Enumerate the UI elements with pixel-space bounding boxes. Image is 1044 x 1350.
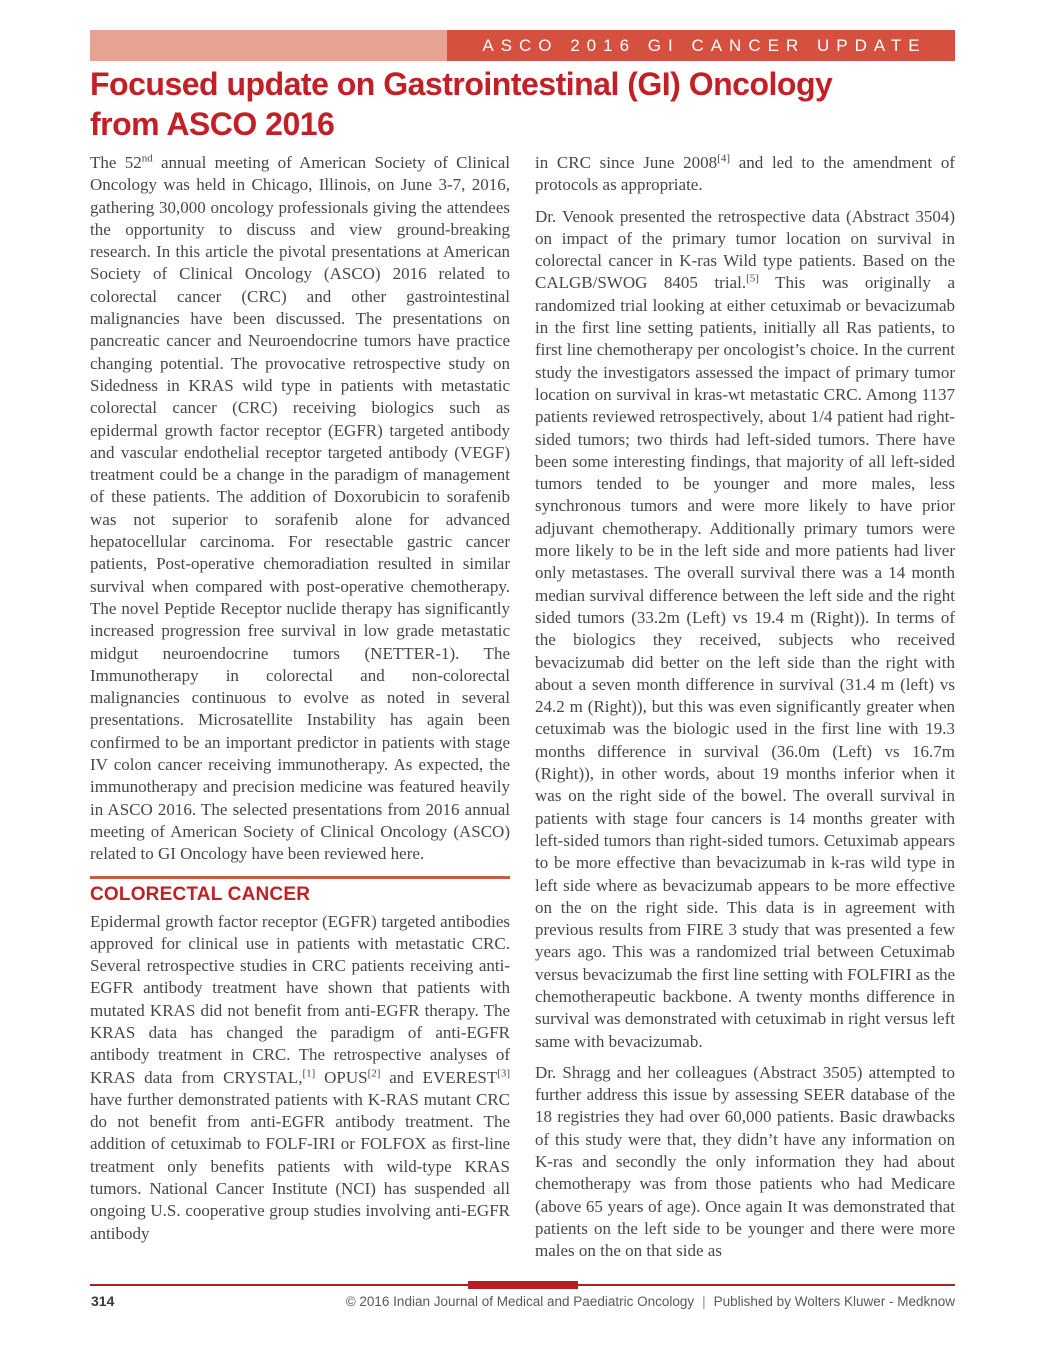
reference-5: [5] xyxy=(746,272,759,285)
article-title-line1: Focused update on Gastrointestinal (GI) Oncology xyxy=(90,66,833,102)
venook-paragraph xyxy=(535,206,955,1053)
category-banner xyxy=(90,30,955,61)
footer-divider: | xyxy=(702,1294,706,1309)
footer-credits xyxy=(346,1294,955,1309)
reference-4: [4] xyxy=(717,152,730,165)
publisher-text: Published by Wolters Kluwer - Medknow xyxy=(713,1294,955,1309)
continuation-text-2: and led to the amendment of protocols as appropriate. xyxy=(535,153,955,195)
article-title xyxy=(90,64,832,144)
continuation-paragraph xyxy=(535,152,955,197)
article-title-line2: from ASCO 2016 xyxy=(90,106,335,142)
column-right xyxy=(535,152,955,1272)
footer-accent-bar xyxy=(468,1281,578,1289)
ordinal-superscript: nd xyxy=(141,152,153,165)
section-rule xyxy=(90,876,510,879)
venook-text-1: Dr. Venook presented the retrospective data (Abstract 3504) on impact of the primary tumor location on survival in colorectal cancer in K-ras Wild type patients. Based on the CALGB/SWOG 8405 trial. xyxy=(535,206,955,293)
intro-paragraph xyxy=(90,152,510,866)
section-heading-colorectal-cancer: COLORECTAL CANCER xyxy=(90,883,311,905)
column-left xyxy=(90,152,510,1272)
intro-text-rest: annual meeting of American Society of Clinical Oncology was held in Chicago, Illinois, on June 3-7, 2016, gathering 30,000 oncology professionals giving the attendees the opportunity to discuss and view ground-breaking research. In this article the pivotal presentations at American Society of Clinical Oncology (ASCO) 2016 related to colorectal cancer (CRC) and other gastrointestinal malignancies have been discussed. The presentations on pancreatic cancer and Neuroendocrine tumors have practice changing potential. The provocative retrospective study on Sidedness in KRAS wild type in patients with metastatic colorectal cancer (CRC) receiving biologics such as epidermal growth factor receptor (EGFR) targeted antibody and vascular endothelial receptor targeted antibody (VEGF) treatment could be a change in the paradigm of management of these patients. The addition of Doxorubicin to sorafenib was not superior to sorafenib alone for advanced hepatocellular carcinoma. For resectable gastric cancer patients, Post-operative chemoradiation resulted in similar survival when compared with post-operative chemotherapy. The novel Peptide Receptor nuclide therapy has significantly increased progression free survival in low grade metastatic midgut neuroendocrine tumors (NETTER-1). The Immunotherapy in colorectal and non-colorectal malignancies continuous to evolve as noted in several presentations. Microsatellite Instability has again been confirmed to be an important predictor in patients with stage IV colon cancer receiving immunotherapy. As expected, the immunotherapy and precision medicine was featured heavily in ASCO 2016. The selected presentations from 2016 annual meeting of American Society of Clinical Oncology (ASCO) related to GI Oncology have been reviewed here. xyxy=(90,153,510,864)
banner-label: ASCO 2016 GI CANCER UPDATE xyxy=(447,30,955,61)
copyright-text: © 2016 Indian Journal of Medical and Paediatric Oncology xyxy=(345,1294,695,1309)
banner-accent-bar xyxy=(90,30,447,61)
article-body xyxy=(90,152,955,1272)
reference-3: [3] xyxy=(497,1066,510,1079)
shragg-paragraph: Dr. Shragg and her colleagues (Abstract 3505) attempted to further address this issue by assessing SEER database of the 18 registries they had over 60,000 patients. Basic drawbacks of this study were that, they didn’t have any information on K-ras and secondly the only information they had about chemotherapy was from those patients who had Medicare (above 65 years of age). Once again It was demonstrated that patients on the left side to be younger and there were more males on the on that side as xyxy=(535,1062,955,1261)
continuation-text-1: in CRC since June 2008 xyxy=(535,153,718,172)
reference-1: [1] xyxy=(302,1066,316,1079)
colorectal-text-2: OPUS xyxy=(315,1067,368,1087)
intro-text-lead: The 52 xyxy=(90,153,142,172)
reference-2: [2] xyxy=(367,1066,381,1079)
venook-text-2: This was originally a randomized trial looking at either cetuximab or bevacizumab in the first line setting patients, initially all Ras patients, to first line chemotherapy per oncologist’s choice. In the current study the investigators assessed the impact of primary tumor location on survival in kras-wt metastatic CRC. Among 1137 patients reviewed retrospectively, about 1/4 patient had right-sided tumors; two thirds had left-sided tumors. There have been some interesting findings, that majority of all left-sided tumors tended to be younger and more males, less synchronous tumors and were more likely to have prior adjuvant chemotherapy. Additionally primary tumors were more likely to be in the left side and more patients had liver only metastases. The overall survival there was a 14 month median survival difference between the left side and the right sided tumors (33.2m (Left) vs 19.4 m (Right)). In terms of the biologics they received, subjects who received bevacizumab did better on the left side than the right with about a seven month difference in survival (31.4 m (left) vs 24.2 m (Right)), but this was even significantly greater when cetuximab was the biologic used in the first line with 19.3 months difference in survival (36.0m (Left) vs 16.7m (Right)), in other words, about 19 months inferior when it was on the right side of the bowel. The overall survival in patients with stage four cancers is 14 months greater with left-sided tumors than right-sided tumors. Cetuximab appears to be more effective than bevacizumab in k-ras wild type in left side where as bevacizumab appears to be more effective on the on the right side. This data is in agreement with previous results from FIRE 3 study that was presented a few years ago. This was a randomized trial between Cetuximab versus bevacizumab the first line setting with FOLFIRI as the chemotherapeutic backbone. A twenty months difference in survival was demonstrated with cetuximab in right versus left same with bevacizumab. xyxy=(535,273,955,1051)
colorectal-paragraph xyxy=(90,911,510,1245)
colorectal-text-3: and EVEREST xyxy=(380,1067,498,1087)
colorectal-text-1: Epidermal growth factor receptor (EGFR) targeted antibodies approved for clinical use in patients with metastatic CRC. Several retrospective studies in CRC patients receiving anti-EGFR antibody treatment have shown that patients with mutated KRAS did not benefit from anti-EGFR therapy. The KRAS data has changed the paradigm of anti-EGFR antibody treatment in CRC. The retrospective analyses of KRAS data from CRYSTAL, xyxy=(90,911,510,1087)
page-number: 314 xyxy=(91,1293,115,1309)
colorectal-text-4: have further demonstrated patients with K-RAS mutant CRC do not benefit from anti-EGFR antibody treatment. The addition of cetuximab to FOLF-IRI or FOLFOX as first-line treatment only benefits patients with wild-type KRAS tumors. National Cancer Institute (NCI) has suspended all ongoing U.S. cooperative group studies involving anti-EGFR antibody xyxy=(90,1089,510,1243)
